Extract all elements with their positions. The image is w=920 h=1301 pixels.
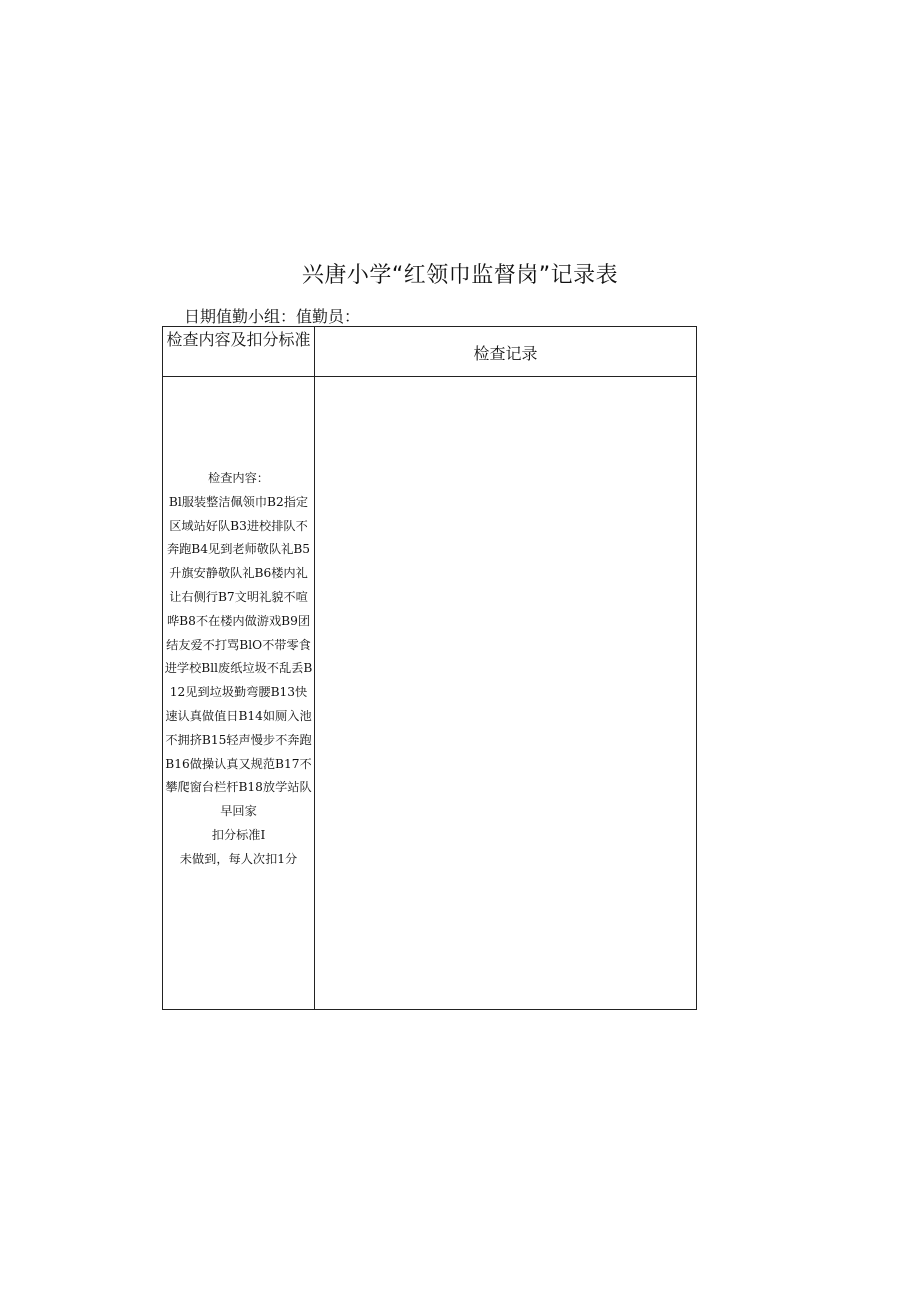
check-record-cell[interactable] <box>315 377 696 1009</box>
deduction-rule: 未做到，每人次扣1分 <box>179 851 298 866</box>
content-label: 检查内容： <box>208 471 269 485</box>
content-items: Bl服装整洁佩领巾B2指定区域站好队B3进校排队不奔跑B4见到老师敬队礼B5升旗安静敬队礼B6楼内礼让右侧行B7文明礼貌不喧哗B8不在楼内做游戏B9团结友爱不打骂BlO不带零食进学校Bll废纸垃圾不乱丢B12见到垃圾勤弯腰B13快速认真做值日B14如厕入池不拥挤B15轻声慢步不奔跑B16做操认真又规范B17不攀爬窗台栏杆B18放学站队早回家 <box>164 494 313 819</box>
duty-info-line: 日期值勤小组：值勤员： <box>184 307 361 326</box>
deduction-label: 扣分标准I <box>211 827 266 842</box>
record-table <box>162 326 697 1010</box>
check-content-cell <box>164 467 313 872</box>
document-title: 兴唐小学“红领巾监督岗”记录表 <box>301 263 619 288</box>
header-check-content: 检查内容及扣分标准 <box>166 330 311 349</box>
header-check-record: 检查记录 <box>473 344 538 363</box>
